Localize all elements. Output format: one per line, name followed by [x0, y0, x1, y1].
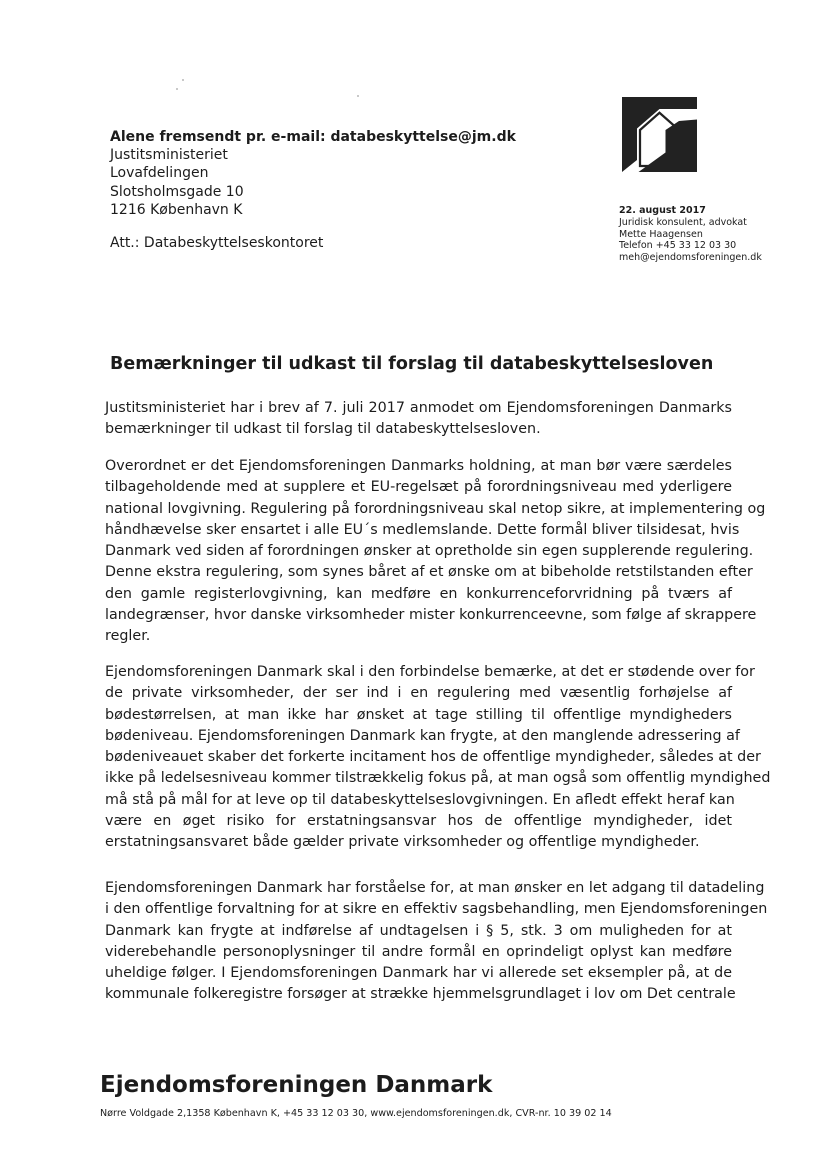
paragraph-line: kommunale folkeregistre forsøger at strække hjemmelsgrundlaget i lov om Det centrale	[105, 986, 736, 1003]
paragraph-line: erstatningsansvaret både gælder private virksomheder og offentlige myndigheder.	[105, 834, 700, 851]
recipient-line: Justitsministeriet	[110, 147, 228, 164]
body-paragraph	[105, 398, 732, 441]
paragraph-line: Danmark ved siden af forordningen ønsker at opretholde sin egen supplerende regulering.	[105, 543, 754, 560]
letter-date: 22. august 2017	[619, 205, 706, 216]
paragraph-line: i den offentlige forvaltning for at sikre en effektiv sagsbehandling, men Ejendomsforeningen	[105, 901, 768, 918]
sender-email: meh@ejendomsforeningen.dk	[619, 252, 762, 264]
scan-speck	[176, 88, 178, 90]
body-paragraph	[105, 878, 768, 1006]
recipient-line: Slotsholmsgade 10	[110, 183, 244, 200]
paragraph-line: regler.	[105, 628, 151, 645]
paragraph-line: landegrænser, hvor danske virksomheder mister konkurrenceevne, som følge af skrappere	[105, 607, 757, 624]
paragraph-line: være en øget risiko for erstatningsansvar hos de offentlige myndigheder, idet	[105, 813, 732, 830]
footer-organization-name: Ejendomsforeningen Danmark	[100, 1072, 493, 1098]
sender-name: Mette Haagensen	[619, 228, 703, 240]
letter-heading: Bemærkninger til udkast til forslag til databeskyttelsesloven	[110, 354, 714, 374]
recipient-address-block	[110, 128, 516, 219]
ejendomsforeningen-house-logo-icon	[622, 97, 697, 172]
paragraph-line: de private virksomheder, der ser ind i en regulering med væsentlig forhøjelse af	[105, 685, 732, 702]
paragraph-line: bødestørrelsen, at man ikke har ønsket at tage stilling til offentlige myndigheders	[105, 706, 732, 723]
attention-line: Att.: Databeskyttelseskontoret	[110, 235, 324, 251]
email-send-line: Alene fremsendt pr. e-mail: databeskyttelse@jm.dk	[110, 129, 516, 145]
recipient-line: Lovafdelingen	[110, 165, 209, 182]
footer-address: Nørre Voldgade 2,1358 København K, +45 33 12 03 30, www.ejendomsforeningen.dk, CVR-nr. 10 39 02 14	[100, 1108, 612, 1119]
paragraph-line: national lovgivning. Regulering på forordningsniveau skal netop sikre, at implementering og	[105, 500, 766, 517]
scan-speck	[357, 95, 359, 97]
body-paragraph	[105, 456, 766, 648]
sender-title: Juridisk konsulent, advokat	[619, 216, 747, 228]
paragraph-line: Ejendomsforeningen Danmark skal i den forbindelse bemærke, at det er stødende over for	[105, 664, 755, 680]
paragraph-line: Ejendomsforeningen Danmark har forståelse for, at man ønsker en let adgang til datadeling	[105, 880, 765, 896]
paragraph-line: Danmark kan frygte at indførelse af undtagelsen i § 5, stk. 3 om muligheden for at	[105, 922, 732, 939]
paragraph-line: Overordnet er det Ejendomsforeningen Danmarks holdning, at man bør være særdeles	[105, 458, 732, 474]
paragraph-line: bemærkninger til udkast til forslag til databeskyttelsesloven.	[105, 421, 541, 438]
paragraph-line: bødeniveau. Ejendomsforeningen Danmark kan frygte, at den manglende adressering af	[105, 727, 740, 744]
paragraph-line: ikke på ledelsesniveau kommer tilstrækkelig fokus på, at man også som offentlig myndighed	[105, 770, 771, 787]
paragraph-line: uheldige følger. I Ejendomsforeningen Danmark har vi allerede set eksempler på, at de	[105, 965, 732, 982]
recipient-line: 1216 København K	[110, 201, 243, 218]
body-paragraph	[105, 662, 771, 854]
sender-phone: Telefon +45 33 12 03 30	[619, 240, 737, 252]
paragraph-line: den gamle registerlovgivning, kan medføre en konkurrenceforvridning på tværs af	[105, 585, 732, 602]
paragraph-line: Denne ekstra regulering, som synes båret af et ønske om at bibeholde retstilstanden efter	[105, 564, 753, 581]
sender-info	[619, 205, 762, 264]
paragraph-line: bødeniveauet skaber det forkerte incitament hos de offentlige myndigheder, således at der	[105, 749, 761, 766]
paragraph-line: viderebehandle personoplysninger til andre formål en oprindeligt oplyst kan medføre	[105, 943, 732, 960]
paragraph-line: håndhævelse sker ensartet i alle EU´s medlemslande. Dette formål bliver tilsidesat, hvis	[105, 521, 740, 538]
paragraph-line: Justitsministeriet har i brev af 7. juli 2017 anmodet om Ejendomsforeningen Danmarks	[105, 400, 732, 416]
scan-speck	[182, 79, 184, 81]
paragraph-line: må stå på mål for at leve op til databeskyttelseslovgivningen. En afledt effekt heraf kan	[105, 791, 735, 808]
paragraph-line: tilbageholdende med at supplere et EU-regelsæt på forordningsniveau med yderligere	[105, 479, 732, 496]
